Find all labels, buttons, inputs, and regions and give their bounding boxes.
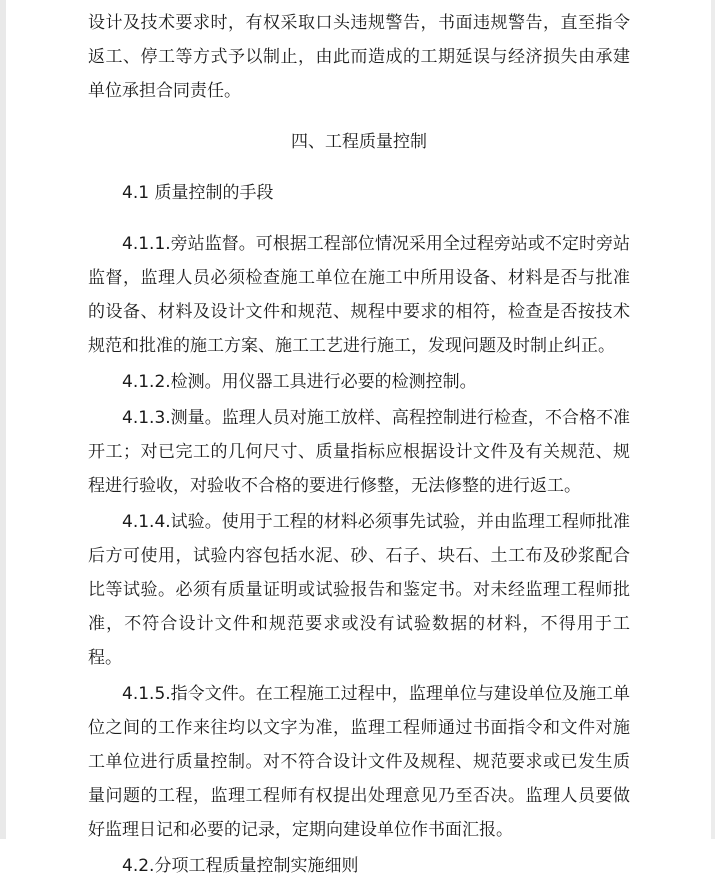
paragraph-4-1-2: 4.1.2.检测。用仪器工具进行必要的检测控制。 — [122, 372, 477, 392]
subsection-heading-4-1: 4.1 质量控制的手段 — [122, 183, 274, 203]
intro-paragraph: 设计及技术要求时，有权采取口头违规警告，书面违规警告，直至指令返工、停工等方式予以制止，由此而造成的工期延误与经济损失由承建单位承担合同责任。 — [88, 13, 630, 101]
section-heading: 四、工程质量控制 — [291, 132, 427, 152]
document-page — [88, 0, 630, 883]
page-left-edge — [0, 0, 6, 839]
paragraph-4-1-1: 4.1.1.旁站监督。可根据工程部位情况采用全过程旁站或不定时旁站监督，监理人员必须检查施工单位在施工中所用设备、材料是否与批准的设备、材料及设计文件和规范、规程中要求的相符，检查是否按技术规范和批准的施工方案、施工工艺进行施工，发现问题及时制止纠正。 — [88, 234, 630, 356]
paragraph-4-1-4: 4.1.4.试验。使用于工程的材料必须事先试验，并由监理工程师批准后方可使用，试验内容包括水泥、砂、石子、块石、土工布及砂浆配合比等试验。必须有质量证明或试验报告和鉴定书。对未经监理工程师批准，不符合设计文件和规范要求或没有试验数据的材料，不得用于工程。 — [88, 512, 630, 668]
paragraph-4-1-3: 4.1.3.测量。监理人员对施工放样、高程控制进行检查，不合格不准开工；对已完工的几何尺寸、质量指标应根据设计文件及有关规范、规程进行验收，对验收不合格的要进行修整，无法修整的进行返工。 — [88, 408, 630, 496]
subsection-heading-4-2: 4.2.分项工程质量控制实施细则 — [122, 856, 359, 876]
page-right-edge — [711, 0, 715, 839]
paragraph-4-1-5: 4.1.5.指令文件。在工程施工过程中，监理单位与建设单位及施工单位之间的工作来往均以文字为准，监理工程师通过书面指令和文件对施工单位进行质量控制。对不符合设计文件及规程、规范要求或已发生质量问题的工程，监理工程师有权提出处理意见乃至否决。监理人员要做好监理日记和必要的记录，定期向建设单位作书面汇报。 — [88, 684, 630, 840]
